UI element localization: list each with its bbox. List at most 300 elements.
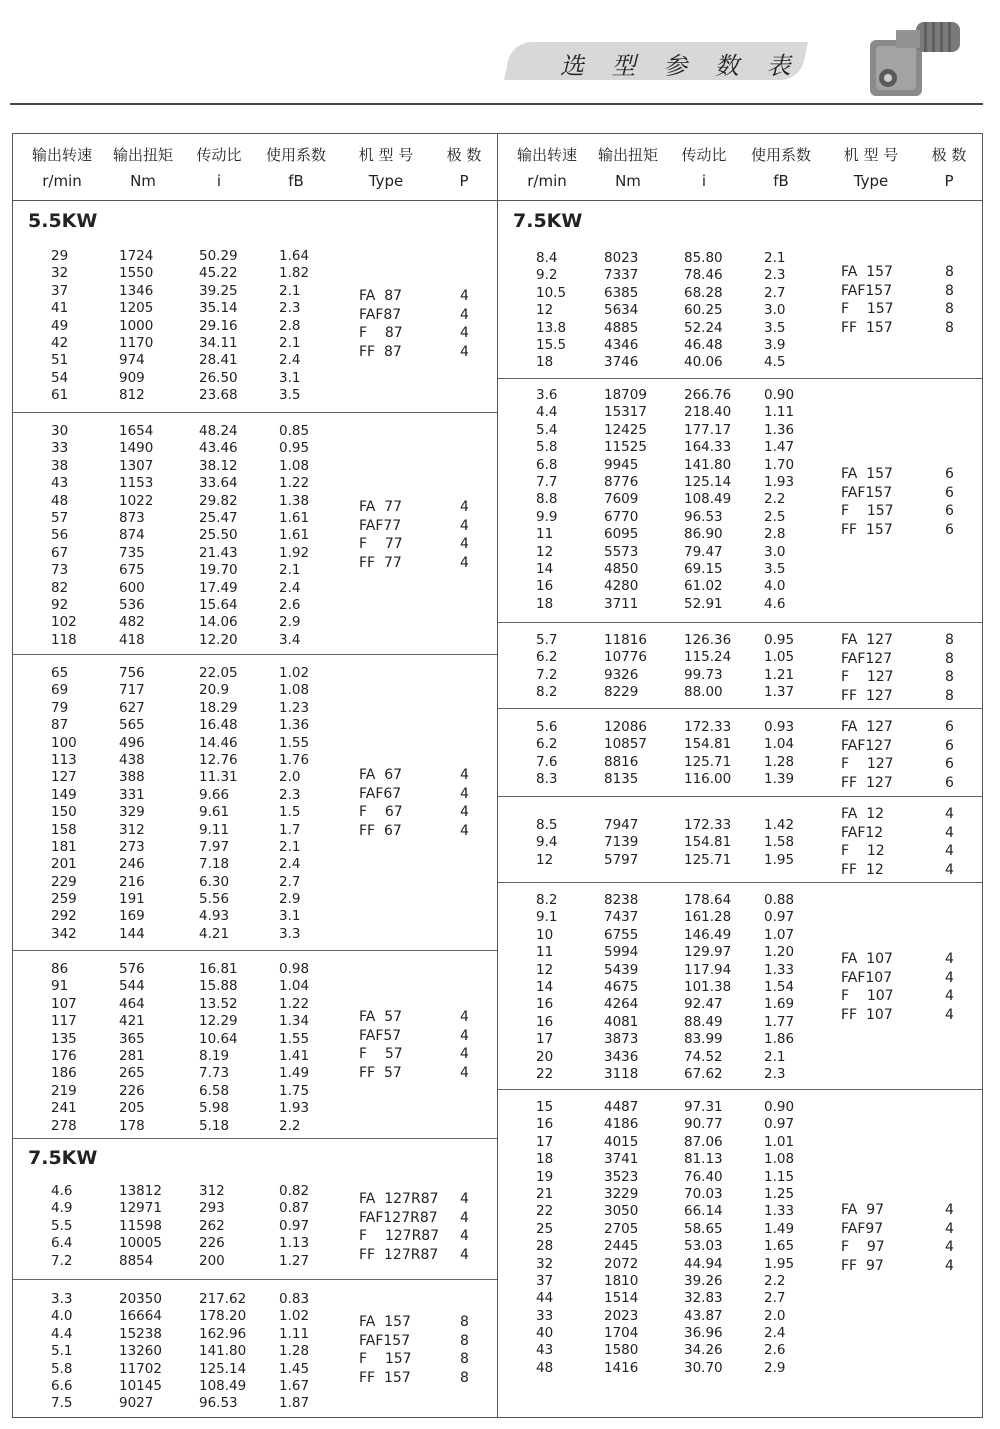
ratio-cell: 88.00 xyxy=(684,684,723,701)
torque-cell: 15238 xyxy=(119,1325,162,1342)
factor-cell: 1.37 xyxy=(764,684,795,701)
right-table xyxy=(497,133,983,1418)
table-row xyxy=(13,318,497,335)
data-rows xyxy=(498,892,982,1083)
torque-cell: 6755 xyxy=(604,926,639,943)
factor-cell: 1.20 xyxy=(764,944,795,961)
ratio-cell: 217.62 xyxy=(199,1291,247,1307)
torque-cell: 4675 xyxy=(604,978,639,995)
torque-cell: 205 xyxy=(119,1100,145,1117)
speed-cell: 9.4 xyxy=(536,834,558,851)
factor-cell: 1.65 xyxy=(764,1238,795,1255)
speed-cell: 201 xyxy=(51,856,77,873)
speed-cell: 8.8 xyxy=(536,491,558,508)
speed-cell: 7.7 xyxy=(536,473,558,490)
ratio-cell: 68.28 xyxy=(684,284,723,301)
table-row xyxy=(13,735,497,752)
power-heading: 5.5KW xyxy=(28,210,98,232)
header-ratio-unit: i xyxy=(701,172,707,190)
table-row xyxy=(498,632,982,649)
torque-cell: 6770 xyxy=(604,508,639,525)
model-type: FA 87 xyxy=(359,288,403,304)
factor-cell: 2.0 xyxy=(764,1307,786,1324)
speed-cell: 5.8 xyxy=(51,1360,73,1377)
factor-cell: 3.0 xyxy=(764,543,786,560)
table-row xyxy=(13,891,497,908)
torque-cell: 565 xyxy=(119,717,145,734)
torque-cell: 273 xyxy=(119,838,145,855)
factor-cell: 3.1 xyxy=(279,908,301,925)
torque-cell: 20350 xyxy=(119,1291,162,1307)
torque-cell: 1416 xyxy=(604,1359,639,1376)
ratio-cell: 125.14 xyxy=(684,473,732,490)
torque-cell: 3746 xyxy=(604,354,639,371)
factor-cell: 2.7 xyxy=(764,284,786,301)
model-type: FF 67 xyxy=(359,822,402,839)
ratio-cell: 7.97 xyxy=(199,838,230,855)
right-section xyxy=(498,1089,982,1419)
factor-cell: 1.93 xyxy=(764,473,795,490)
header-poles-label: 极 数 xyxy=(446,146,482,164)
ratio-cell: 312 xyxy=(199,1183,225,1199)
factor-cell: 3.0 xyxy=(764,302,786,319)
factor-cell: 1.36 xyxy=(764,421,795,438)
speed-cell: 4.4 xyxy=(536,404,558,421)
factor-cell: 1.42 xyxy=(764,817,795,833)
pole-count: 8 xyxy=(945,301,954,318)
header-type-label: 机 型 号 xyxy=(843,146,899,164)
ratio-cell: 126.36 xyxy=(684,632,732,648)
torque-cell: 9027 xyxy=(119,1395,154,1412)
ratio-cell: 162.96 xyxy=(199,1325,247,1342)
ratio-cell: 9.61 xyxy=(199,804,230,821)
speed-cell: 4.4 xyxy=(51,1325,73,1342)
pole-count: 8 xyxy=(945,282,954,299)
table-row xyxy=(498,1049,982,1066)
pole-count: 6 xyxy=(945,484,954,501)
speed-cell: 40 xyxy=(536,1325,554,1342)
torque-cell: 874 xyxy=(119,527,145,544)
ratio-cell: 43.87 xyxy=(684,1307,723,1324)
factor-cell: 1.08 xyxy=(764,1151,795,1168)
speed-cell: 87 xyxy=(51,717,69,734)
table-row xyxy=(13,1326,497,1343)
table-row xyxy=(498,909,982,926)
header-factor-label: 使用系数 xyxy=(265,146,326,164)
ratio-cell: 115.24 xyxy=(684,649,732,666)
ratio-cell: 125.14 xyxy=(199,1360,247,1377)
pole-count: 4 xyxy=(460,306,469,323)
ratio-cell: 129.97 xyxy=(684,944,732,961)
header-type xyxy=(834,142,908,194)
torque-cell: 3229 xyxy=(604,1185,639,1202)
model-type: FF 12 xyxy=(841,861,884,878)
torque-cell: 4280 xyxy=(604,578,639,595)
table-row xyxy=(498,267,982,284)
torque-cell: 13812 xyxy=(119,1183,162,1199)
torque-cell: 331 xyxy=(119,786,145,803)
factor-cell: 0.95 xyxy=(764,632,795,648)
ratio-cell: 13.52 xyxy=(199,995,238,1012)
table-row xyxy=(13,423,497,440)
factor-cell: 0.82 xyxy=(279,1183,310,1199)
ratio-cell: 178.20 xyxy=(199,1308,247,1325)
torque-cell: 2023 xyxy=(604,1307,639,1324)
ratio-cell: 45.22 xyxy=(199,265,238,282)
pole-count: 4 xyxy=(460,804,469,821)
left-section xyxy=(13,1279,497,1419)
table-row xyxy=(13,1031,497,1048)
torque-cell: 909 xyxy=(119,369,145,386)
speed-cell: 43 xyxy=(51,475,69,492)
factor-cell: 1.64 xyxy=(279,248,310,264)
torque-cell: 3741 xyxy=(604,1151,639,1168)
torque-cell: 4015 xyxy=(604,1133,639,1150)
torque-cell: 4264 xyxy=(604,996,639,1013)
pole-count: 4 xyxy=(945,806,954,822)
factor-cell: 1.28 xyxy=(279,1343,310,1360)
factor-cell: 2.4 xyxy=(764,1325,786,1342)
factor-cell: 1.58 xyxy=(764,834,795,851)
speed-cell: 158 xyxy=(51,821,77,838)
factor-cell: 2.9 xyxy=(764,1359,786,1376)
ratio-cell: 154.81 xyxy=(684,834,732,851)
speed-cell: 8.2 xyxy=(536,684,558,701)
speed-cell: 186 xyxy=(51,1065,77,1082)
table-row xyxy=(13,1100,497,1117)
ratio-cell: 70.03 xyxy=(684,1185,723,1202)
table-row xyxy=(498,387,982,404)
torque-cell: 4081 xyxy=(604,1013,639,1030)
table-row xyxy=(13,1395,497,1412)
gear-motor-icon xyxy=(866,12,966,102)
factor-cell: 1.95 xyxy=(764,851,795,868)
pole-count: 4 xyxy=(460,822,469,839)
torque-cell: 1514 xyxy=(604,1290,639,1307)
speed-cell: 107 xyxy=(51,995,77,1012)
speed-cell: 5.6 xyxy=(536,719,558,735)
speed-cell: 7.2 xyxy=(51,1252,73,1269)
torque-cell: 1022 xyxy=(119,492,154,509)
torque-cell: 974 xyxy=(119,352,145,369)
model-type: FF 97 xyxy=(841,1257,884,1274)
data-rows xyxy=(498,387,982,613)
torque-cell: 6095 xyxy=(604,526,639,543)
speed-cell: 61 xyxy=(51,387,69,404)
speed-cell: 6.8 xyxy=(536,456,558,473)
model-type: FF 157 xyxy=(359,1369,411,1386)
table-row xyxy=(13,387,497,404)
data-rows xyxy=(498,817,982,869)
table-row xyxy=(13,562,497,579)
table-row xyxy=(498,1290,982,1307)
torque-cell: 10776 xyxy=(604,649,647,666)
model-type: FF 57 xyxy=(359,1064,402,1081)
model-type: FAF67 xyxy=(359,785,402,802)
table-row xyxy=(498,354,982,371)
speed-cell: 91 xyxy=(51,978,69,995)
speed-cell: 82 xyxy=(51,579,69,596)
table-row xyxy=(498,754,982,771)
speed-cell: 292 xyxy=(51,908,77,925)
torque-cell: 312 xyxy=(119,821,145,838)
pole-count: 8 xyxy=(945,264,954,280)
pole-count: 4 xyxy=(945,1202,954,1218)
factor-cell: 1.11 xyxy=(764,404,795,421)
model-type: F 127R87 xyxy=(359,1228,440,1245)
factor-cell: 1.7 xyxy=(279,821,301,838)
torque-cell: 3050 xyxy=(604,1203,639,1220)
pole-count: 6 xyxy=(945,521,954,538)
model-type: FA 157 xyxy=(841,264,893,280)
pole-count: 4 xyxy=(460,325,469,342)
ratio-cell: 26.50 xyxy=(199,369,238,386)
torque-cell: 1307 xyxy=(119,457,154,474)
factor-cell: 1.27 xyxy=(279,1252,310,1269)
table-row xyxy=(13,1378,497,1395)
torque-cell: 1654 xyxy=(119,423,154,439)
table-row xyxy=(498,337,982,354)
factor-cell: 1.47 xyxy=(764,439,795,456)
torque-cell: 1153 xyxy=(119,475,154,492)
factor-cell: 1.55 xyxy=(279,734,310,751)
torque-cell: 8135 xyxy=(604,771,639,788)
speed-cell: 118 xyxy=(51,631,77,648)
table-row xyxy=(13,597,497,614)
table-row xyxy=(498,817,982,834)
factor-cell: 0.88 xyxy=(764,892,795,908)
table-row xyxy=(498,285,982,302)
page-title: 选 型 参 数 表 xyxy=(560,52,801,80)
factor-cell: 1.23 xyxy=(279,699,310,716)
factor-cell: 1.38 xyxy=(279,492,310,509)
factor-cell: 0.97 xyxy=(764,1116,795,1133)
factor-cell: 4.5 xyxy=(764,354,786,371)
factor-cell: 2.7 xyxy=(764,1290,786,1307)
speed-cell: 102 xyxy=(51,614,77,631)
model-type: F 57 xyxy=(359,1046,403,1063)
table-row xyxy=(13,874,497,891)
factor-cell: 1.61 xyxy=(279,527,310,544)
header-speed-label: 输出转速 xyxy=(516,146,577,164)
table-row xyxy=(498,250,982,267)
factor-cell: 1.07 xyxy=(764,926,795,943)
factor-cell: 3.5 xyxy=(764,560,786,577)
factor-cell: 3.3 xyxy=(279,925,301,942)
model-type: FA 67 xyxy=(359,767,403,783)
table-row xyxy=(13,1361,497,1378)
table-row xyxy=(498,1203,982,1220)
pole-count: 4 xyxy=(460,1027,469,1044)
pole-count: 8 xyxy=(945,632,954,648)
torque-cell: 11702 xyxy=(119,1360,162,1377)
model-type: F 127 xyxy=(841,669,894,686)
header-torque xyxy=(592,142,664,194)
torque-cell: 735 xyxy=(119,544,145,561)
model-type: F 107 xyxy=(841,988,894,1005)
factor-cell: 1.36 xyxy=(279,717,310,734)
ratio-cell: 25.47 xyxy=(199,509,238,526)
pole-count: 4 xyxy=(460,1209,469,1226)
torque-cell: 191 xyxy=(119,891,145,908)
factor-cell: 1.02 xyxy=(279,1308,310,1325)
speed-cell: 57 xyxy=(51,509,69,526)
model-type: FF 157 xyxy=(841,319,893,336)
torque-cell: 5573 xyxy=(604,543,639,560)
table-row xyxy=(498,979,982,996)
table-row xyxy=(498,1256,982,1273)
table-row xyxy=(13,475,497,492)
speed-cell: 15.5 xyxy=(536,336,567,353)
speed-cell: 13.8 xyxy=(536,319,567,336)
model-type: FF 107 xyxy=(841,1006,893,1023)
ratio-cell: 66.14 xyxy=(684,1203,723,1220)
table-row xyxy=(13,440,497,457)
data-rows xyxy=(498,632,982,702)
ratio-cell: 61.02 xyxy=(684,578,723,595)
speed-cell: 3.6 xyxy=(536,387,558,403)
torque-cell: 2072 xyxy=(604,1255,639,1272)
factor-cell: 1.55 xyxy=(279,1030,310,1047)
header-type-unit: Type xyxy=(368,172,404,190)
ratio-cell: 34.11 xyxy=(199,334,238,351)
ratio-cell: 10.64 xyxy=(199,1030,238,1047)
factor-cell: 2.2 xyxy=(764,491,786,508)
factor-cell: 1.41 xyxy=(279,1047,310,1064)
factor-cell: 0.85 xyxy=(279,423,310,439)
factor-cell: 1.69 xyxy=(764,996,795,1013)
torque-cell: 5634 xyxy=(604,302,639,319)
table-row xyxy=(498,1134,982,1151)
factor-cell: 1.95 xyxy=(764,1255,795,1272)
speed-cell: 6.4 xyxy=(51,1235,73,1252)
torque-cell: 226 xyxy=(119,1082,145,1099)
torque-cell: 8238 xyxy=(604,892,639,908)
ratio-cell: 4.93 xyxy=(199,908,230,925)
speed-cell: 41 xyxy=(51,300,69,317)
torque-cell: 675 xyxy=(119,562,145,579)
torque-cell: 4186 xyxy=(604,1116,639,1133)
model-type: FAF157 xyxy=(359,1332,411,1349)
table-row xyxy=(498,1325,982,1342)
pole-count: 4 xyxy=(460,554,469,571)
model-type: F 77 xyxy=(359,536,403,553)
table-row xyxy=(498,544,982,561)
model-type: FAF97 xyxy=(841,1220,884,1237)
pole-count: 4 xyxy=(460,1009,469,1025)
table-row xyxy=(498,491,982,508)
speed-cell: 9.2 xyxy=(536,267,558,284)
pole-count: 4 xyxy=(460,1228,469,1245)
speed-cell: 3.3 xyxy=(51,1291,73,1307)
pole-count: 4 xyxy=(460,1064,469,1081)
ratio-cell: 178.64 xyxy=(684,892,732,908)
ratio-cell: 30.70 xyxy=(684,1359,723,1376)
factor-cell: 1.67 xyxy=(279,1377,310,1394)
data-rows xyxy=(13,961,497,1135)
pole-count: 8 xyxy=(460,1351,469,1368)
ratio-cell: 141.80 xyxy=(684,456,732,473)
factor-cell: 4.0 xyxy=(764,578,786,595)
speed-cell: 22 xyxy=(536,1065,554,1082)
ratio-cell: 99.73 xyxy=(684,666,723,683)
speed-cell: 9.9 xyxy=(536,508,558,525)
left-section xyxy=(13,412,497,654)
speed-cell: 149 xyxy=(51,786,77,803)
speed-cell: 6.2 xyxy=(536,649,558,666)
speed-cell: 20 xyxy=(536,1048,554,1065)
ratio-cell: 97.31 xyxy=(684,1099,723,1115)
table-row xyxy=(13,700,497,717)
torque-cell: 11525 xyxy=(604,439,647,456)
torque-cell: 8023 xyxy=(604,250,639,266)
speed-cell: 8.2 xyxy=(536,892,558,908)
factor-cell: 2.9 xyxy=(279,614,301,631)
factor-cell: 2.5 xyxy=(764,508,786,525)
torque-cell: 5797 xyxy=(604,851,639,868)
factor-cell: 2.1 xyxy=(279,562,301,579)
speed-cell: 135 xyxy=(51,1030,77,1047)
speed-cell: 48 xyxy=(51,492,69,509)
factor-cell: 1.13 xyxy=(279,1235,310,1252)
table-row xyxy=(13,1343,497,1360)
table-row xyxy=(498,962,982,979)
speed-cell: 10.5 xyxy=(536,284,567,301)
torque-cell: 10005 xyxy=(119,1235,162,1252)
table-row xyxy=(498,596,982,613)
speed-cell: 7.2 xyxy=(536,666,558,683)
factor-cell: 1.93 xyxy=(279,1100,310,1117)
table-row xyxy=(13,1048,497,1065)
pole-count: 4 xyxy=(945,1220,954,1237)
table-row xyxy=(498,439,982,456)
ratio-cell: 36.96 xyxy=(684,1325,723,1342)
speed-cell: 7.5 xyxy=(51,1395,73,1412)
model-type: FF 87 xyxy=(359,343,402,360)
speed-cell: 127 xyxy=(51,769,77,786)
speed-cell: 6.6 xyxy=(51,1377,73,1394)
ratio-cell: 20.9 xyxy=(199,682,230,699)
pole-count: 4 xyxy=(460,1046,469,1063)
pole-count: 4 xyxy=(460,536,469,553)
table-row xyxy=(498,422,982,439)
table-row xyxy=(13,1308,497,1325)
ratio-cell: 19.70 xyxy=(199,562,238,579)
table-row xyxy=(13,370,497,387)
model-type: F 127 xyxy=(841,756,894,773)
torque-cell: 7947 xyxy=(604,817,639,833)
torque-cell: 7609 xyxy=(604,491,639,508)
ratio-cell: 4.21 xyxy=(199,925,230,942)
torque-cell: 4885 xyxy=(604,319,639,336)
torque-cell: 812 xyxy=(119,387,145,404)
torque-cell: 4850 xyxy=(604,560,639,577)
ratio-cell: 92.47 xyxy=(684,996,723,1013)
speed-cell: 44 xyxy=(536,1290,554,1307)
right-section xyxy=(498,200,982,378)
factor-cell: 0.90 xyxy=(764,387,795,403)
table-row xyxy=(13,300,497,317)
factor-cell: 2.9 xyxy=(279,891,301,908)
speed-cell: 29 xyxy=(51,248,69,264)
right-section xyxy=(498,882,982,1089)
ratio-cell: 125.71 xyxy=(684,753,732,770)
speed-cell: 12 xyxy=(536,302,554,319)
factor-cell: 1.33 xyxy=(764,961,795,978)
table-row xyxy=(13,856,497,873)
factor-cell: 0.97 xyxy=(764,909,795,926)
ratio-cell: 23.68 xyxy=(199,387,238,404)
